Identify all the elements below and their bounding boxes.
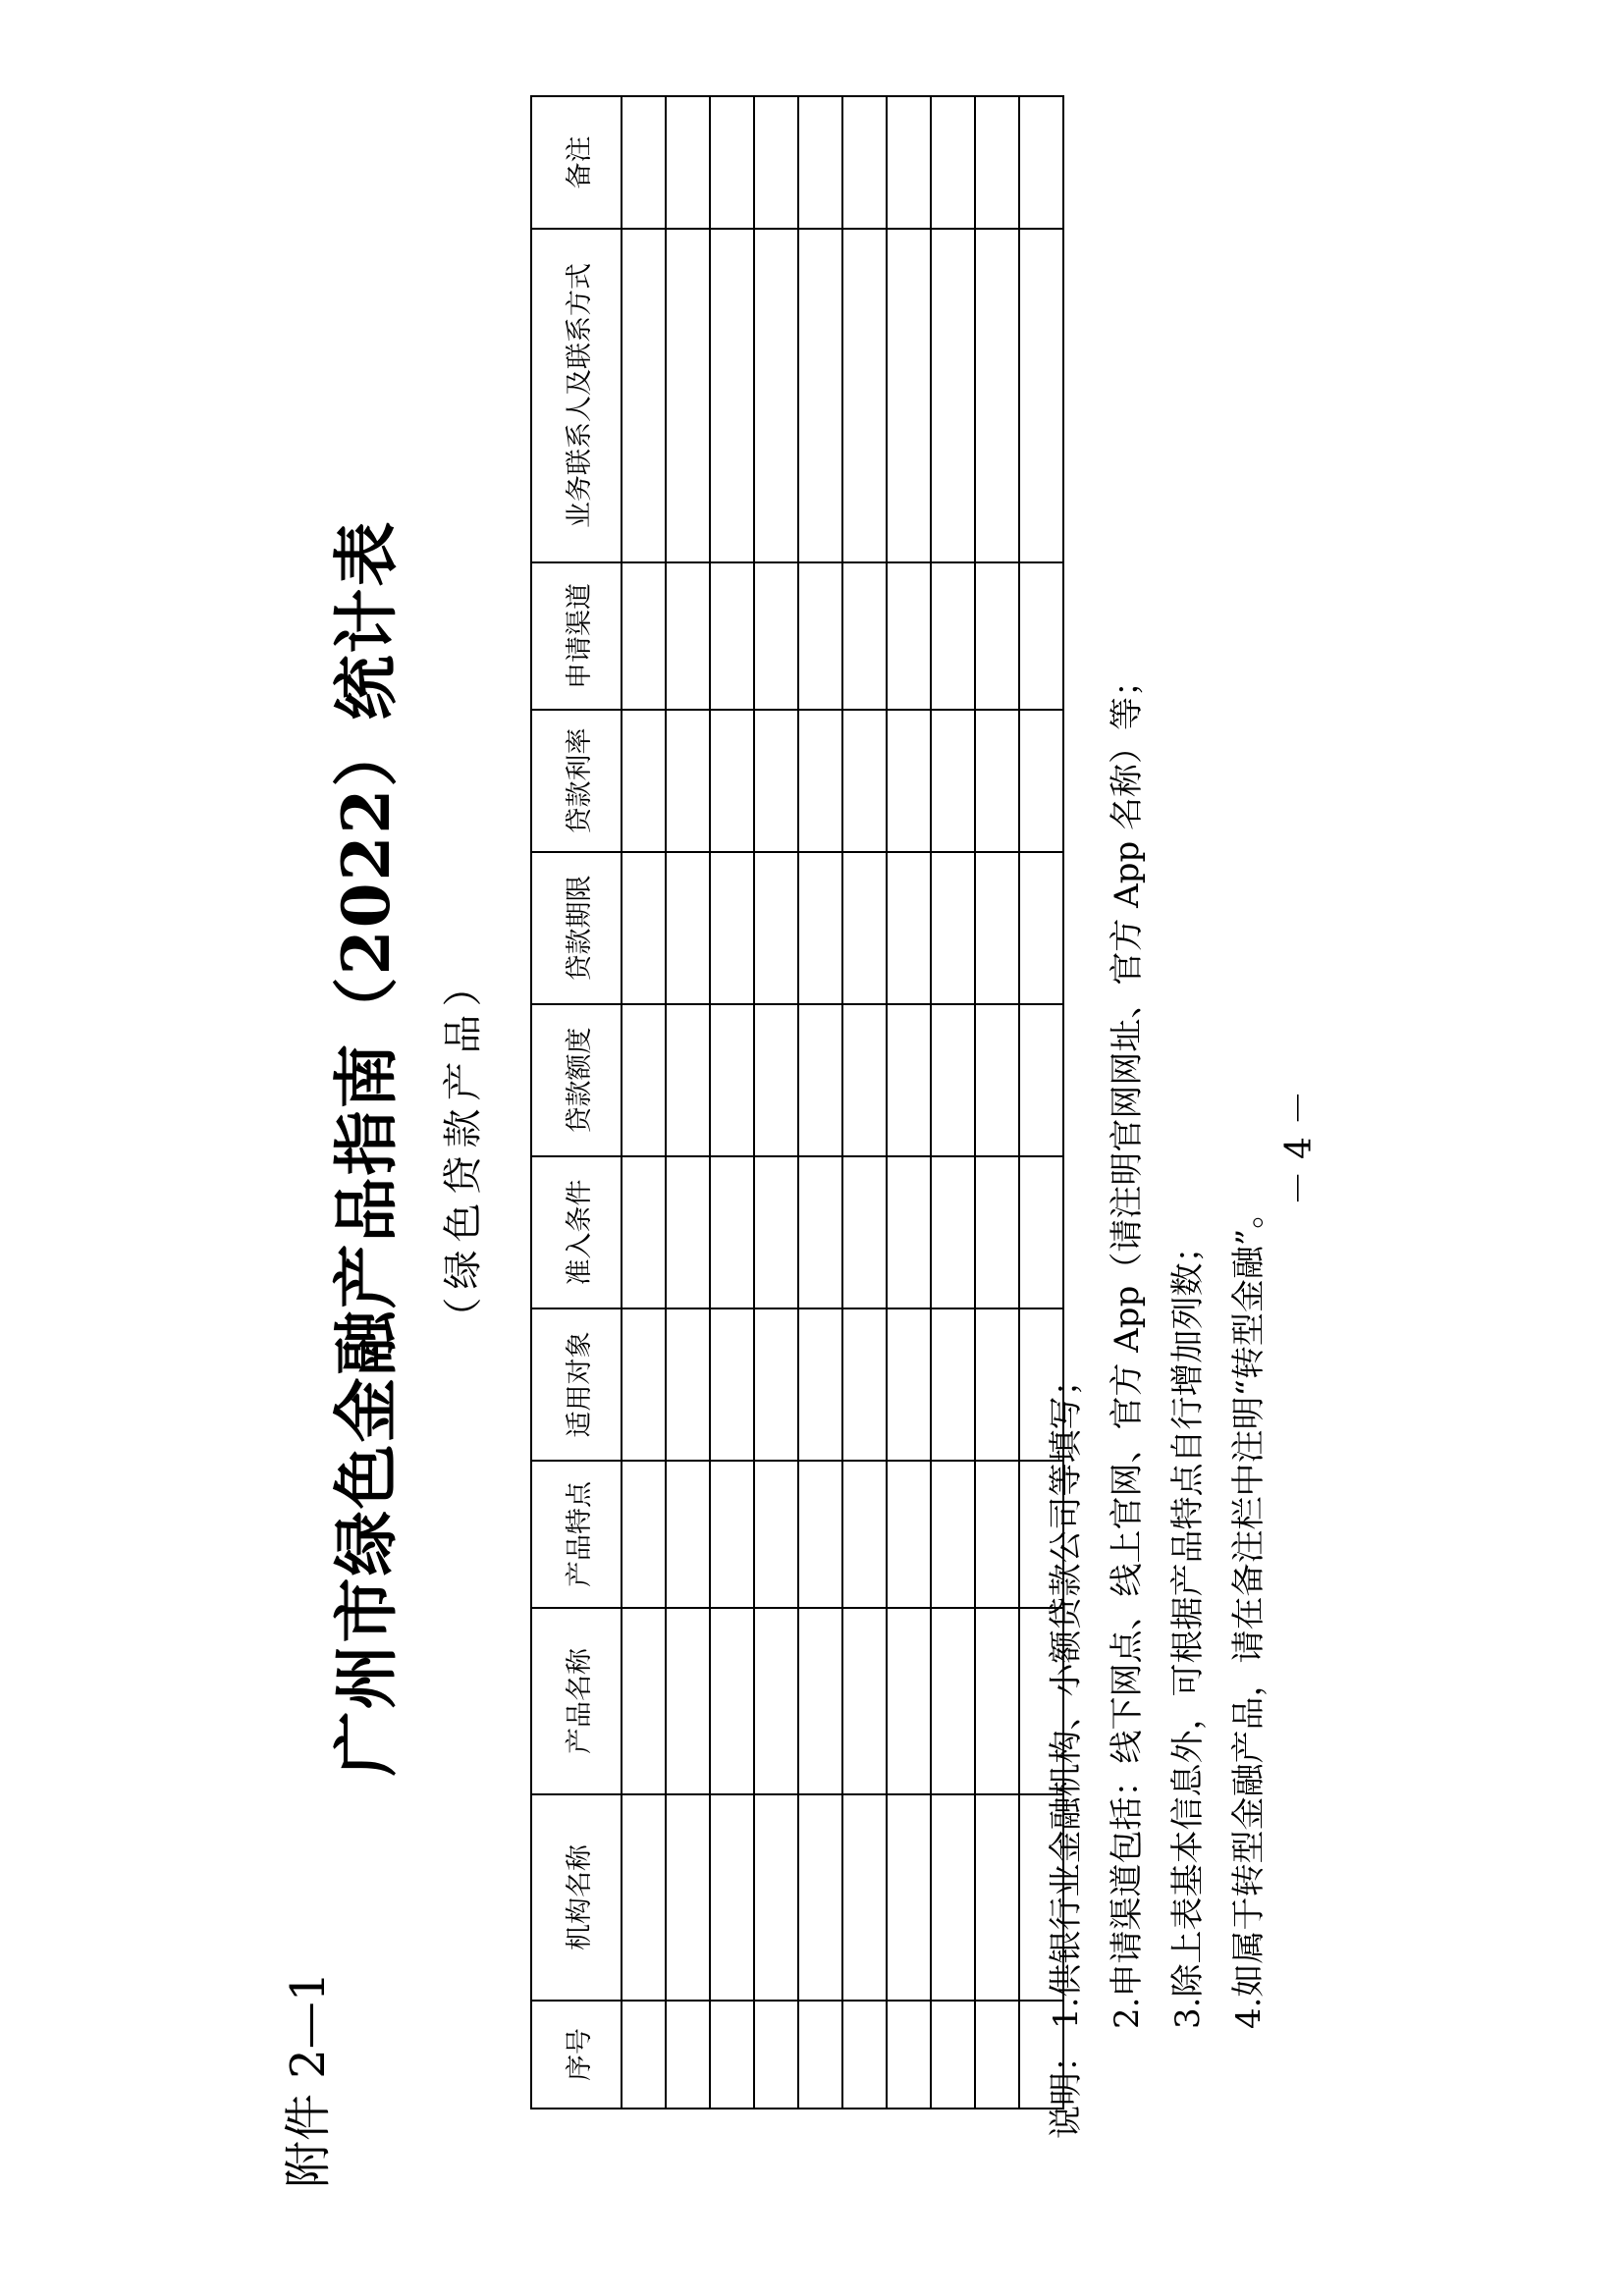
annex-label: 附件 2—1 xyxy=(281,1971,336,2188)
notes xyxy=(1036,664,1279,2139)
column-header: 备注 xyxy=(531,96,622,229)
table-cell xyxy=(754,1461,798,1608)
table-cell xyxy=(710,1004,754,1156)
table-cell xyxy=(666,1794,710,2001)
table-cell xyxy=(975,1004,1019,1156)
table-cell xyxy=(931,1308,975,1461)
table-cell xyxy=(666,229,710,562)
table-cell xyxy=(975,1156,1019,1308)
table-cell xyxy=(975,1608,1019,1794)
table-row xyxy=(887,96,931,2109)
table-cell xyxy=(798,96,842,229)
table-cell xyxy=(931,1608,975,1794)
table-cell xyxy=(887,229,931,562)
table-cell xyxy=(666,96,710,229)
table-cell xyxy=(798,1308,842,1461)
table-cell xyxy=(622,1308,666,1461)
table-cell xyxy=(975,1794,1019,2001)
table-cell xyxy=(931,852,975,1004)
column-header: 准入条件 xyxy=(531,1156,622,1308)
table-cell xyxy=(754,229,798,562)
table-cell xyxy=(798,562,842,710)
table-cell xyxy=(842,1004,887,1156)
table-cell xyxy=(622,1608,666,1794)
table-cell xyxy=(798,710,842,852)
table-cell xyxy=(887,1461,931,1608)
table-cell xyxy=(931,1794,975,2001)
table-cell xyxy=(842,852,887,1004)
table-cell xyxy=(710,2001,754,2109)
table-cell xyxy=(622,229,666,562)
table-cell xyxy=(842,1461,887,1608)
table-cell xyxy=(842,1308,887,1461)
table-cell xyxy=(754,1308,798,1461)
document-title: 广州市绿色金融产品指南（2022）统计表 xyxy=(328,519,405,1777)
table-cell xyxy=(931,710,975,852)
table-cell xyxy=(710,562,754,710)
table-row xyxy=(710,96,754,2109)
table-row xyxy=(666,96,710,2109)
table-cell xyxy=(842,1156,887,1308)
table-cell xyxy=(842,562,887,710)
table-cell xyxy=(931,229,975,562)
table-cell xyxy=(931,96,975,229)
table-cell xyxy=(975,562,1019,710)
table-cell xyxy=(754,1608,798,1794)
table-cell xyxy=(754,2001,798,2109)
table-cell xyxy=(622,852,666,1004)
table-cell xyxy=(622,1156,666,1308)
column-header: 申请渠道 xyxy=(531,562,622,710)
table-cell xyxy=(887,710,931,852)
note-item: 4.如属于转型金融产品，请在备注栏中注明“转型金融”。 xyxy=(1229,1195,1269,2029)
table-cell xyxy=(975,852,1019,1004)
table-cell xyxy=(887,1608,931,1794)
table-cell xyxy=(710,1156,754,1308)
table-cell xyxy=(887,1794,931,2001)
column-header: 产品名称 xyxy=(531,1608,622,1794)
table-header-row xyxy=(531,96,622,2109)
table-cell xyxy=(666,1156,710,1308)
column-header: 贷款利率 xyxy=(531,710,622,852)
table-cell xyxy=(798,1461,842,1608)
page-number: － 4 － xyxy=(1279,1090,1320,1206)
table-cell xyxy=(842,2001,887,2109)
column-header: 业务联系人及联系方式 xyxy=(531,229,622,562)
note-item: 说明：1.供银行业金融机构、小额贷款公司等填写； xyxy=(1036,664,1097,2139)
table-cell xyxy=(887,1156,931,1308)
table-cell xyxy=(754,96,798,229)
table-cell xyxy=(754,1794,798,2001)
table-cell xyxy=(754,852,798,1004)
table-cell xyxy=(666,2001,710,2109)
table-cell xyxy=(975,710,1019,852)
table-cell xyxy=(1019,96,1063,229)
table-cell xyxy=(666,1004,710,1156)
table-row xyxy=(622,96,666,2109)
table-cell xyxy=(975,1308,1019,1461)
document-subtitle: （绿色贷款产品） xyxy=(441,959,486,1337)
table-cell xyxy=(666,710,710,852)
table-cell xyxy=(666,1608,710,1794)
table-cell xyxy=(842,229,887,562)
table-row xyxy=(798,96,842,2109)
table-cell xyxy=(975,1461,1019,1608)
table-row xyxy=(975,96,1019,2109)
note-item: 3.除上表基本信息外，可根据产品特点自行增加列数； xyxy=(1168,1229,1208,2029)
column-header: 贷款额度 xyxy=(531,1004,622,1156)
table-cell xyxy=(710,229,754,562)
column-header: 适用对象 xyxy=(531,1308,622,1461)
table-cell xyxy=(931,1461,975,1608)
table-cell xyxy=(798,1794,842,2001)
table-cell xyxy=(666,1461,710,1608)
table-cell xyxy=(798,229,842,562)
table-cell xyxy=(622,1461,666,1608)
table-cell xyxy=(887,562,931,710)
table-cell xyxy=(798,2001,842,2109)
statistics-table xyxy=(530,95,1064,2109)
table-cell xyxy=(754,562,798,710)
column-header: 序号 xyxy=(531,2001,622,2109)
table-cell xyxy=(710,96,754,229)
table-cell xyxy=(887,1308,931,1461)
notes-label: 说明： xyxy=(1047,2039,1086,2139)
table-cell xyxy=(842,710,887,852)
table-cell xyxy=(622,1794,666,2001)
table-cell xyxy=(710,1461,754,1608)
table-cell xyxy=(710,1308,754,1461)
table-cell xyxy=(710,1608,754,1794)
table-cell xyxy=(842,1608,887,1794)
table-cell xyxy=(622,2001,666,2109)
table-cell xyxy=(975,96,1019,229)
table-cell xyxy=(798,852,842,1004)
table-cell xyxy=(887,852,931,1004)
table-cell xyxy=(842,96,887,229)
table-cell xyxy=(666,1308,710,1461)
table-cell xyxy=(887,1004,931,1156)
table-cell xyxy=(754,1004,798,1156)
note-item: 2.申请渠道包括：线下网点、线上官网、官方 App（请注明官网网址、官方 App 名称）等； xyxy=(1108,663,1147,2029)
table-cell xyxy=(887,96,931,229)
table-cell xyxy=(710,852,754,1004)
table-cell xyxy=(710,710,754,852)
table-cell xyxy=(798,1004,842,1156)
table-row xyxy=(754,96,798,2109)
column-header: 机构名称 xyxy=(531,1794,622,2001)
table-cell xyxy=(666,852,710,1004)
table-cell xyxy=(931,1156,975,1308)
table-cell xyxy=(754,710,798,852)
table-cell xyxy=(931,1004,975,1156)
table-body xyxy=(622,96,1063,2109)
table-cell xyxy=(975,229,1019,562)
table-cell xyxy=(887,2001,931,2109)
table-cell xyxy=(754,1156,798,1308)
table-cell xyxy=(798,1608,842,1794)
table-cell xyxy=(1019,229,1063,562)
table-cell xyxy=(798,1156,842,1308)
table-cell xyxy=(622,562,666,710)
table-cell xyxy=(975,2001,1019,2109)
table-cell xyxy=(666,562,710,710)
table-cell xyxy=(931,562,975,710)
column-header: 产品特点 xyxy=(531,1461,622,1608)
table-row xyxy=(931,96,975,2109)
table-cell xyxy=(622,1004,666,1156)
table-cell xyxy=(710,1794,754,2001)
table-cell xyxy=(622,710,666,852)
table-cell xyxy=(931,2001,975,2109)
table-cell xyxy=(622,96,666,229)
table-cell xyxy=(842,1794,887,2001)
table-row xyxy=(842,96,887,2109)
column-header: 贷款期限 xyxy=(531,852,622,1004)
